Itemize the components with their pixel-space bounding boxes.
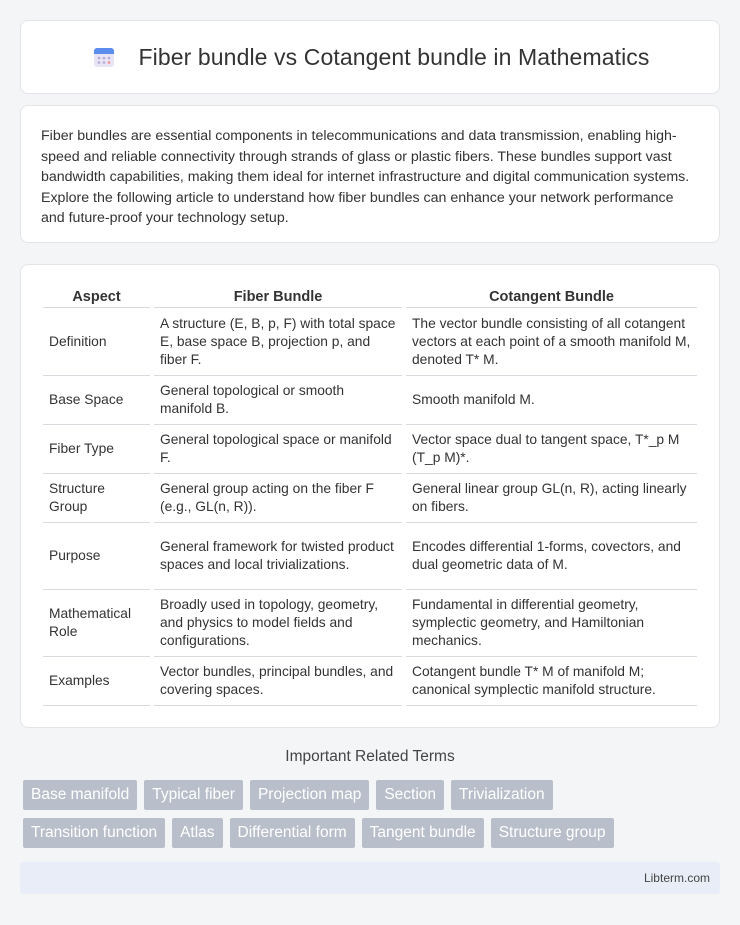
cell-fiber-bundle: A structure (E, B, p, F) with total space E, base space B, projection p, and fiber F. [154, 308, 402, 376]
cell-aspect: Structure Group [43, 474, 150, 523]
cell-aspect: Purpose [43, 523, 150, 590]
table-row [43, 308, 697, 376]
related-terms-list [23, 780, 723, 856]
cell-fiber-bundle: General topological or smooth manifold B. [154, 376, 402, 425]
page-title: Fiber bundle vs Cotangent bundle in Mathematics [138, 43, 650, 70]
table-row [43, 474, 697, 523]
cell-cotangent-bundle: Smooth manifold M. [406, 376, 697, 425]
intro-text: Fiber bundles are essential components in telecommunications and data transmission, enabling high-speed and reliable connectivity through strands of glass or plastic fibers. These bundles support vast bandwidth capabilities, making them ideal for internet infrastructure and digital communication systems. Explore the following article to understand how fiber bundles can enhance your network performance and future-proof your technology setup. [41, 128, 690, 226]
cell-fiber-bundle: Vector bundles, principal bundles, and covering spaces. [154, 657, 402, 706]
table-row [43, 657, 697, 706]
comparison-table [39, 285, 701, 706]
cell-cotangent-bundle: General linear group GL(n, R), acting linearly on fibers. [406, 474, 697, 523]
cell-cotangent-bundle: Cotangent bundle T* M of manifold M; canonical symplectic manifold structure. [406, 657, 697, 706]
tag-base-manifold[interactable]: Base manifold [23, 780, 137, 810]
cell-aspect: Mathematical Role [43, 590, 150, 657]
cell-aspect: Definition [43, 308, 150, 376]
tag-transition-function[interactable]: Transition function [23, 818, 165, 848]
calendar-icon [91, 44, 117, 70]
cell-fiber-bundle: General topological space or manifold F. [154, 425, 402, 474]
column-header-aspect: Aspect [43, 285, 150, 308]
cell-fiber-bundle: General group acting on the fiber F (e.g., GL(n, R)). [154, 474, 402, 523]
column-header-fiber-bundle: Fiber Bundle [154, 285, 402, 308]
table-row [43, 523, 697, 590]
table-row [43, 590, 697, 657]
header-card [20, 20, 720, 94]
tag-structure-group[interactable]: Structure group [491, 818, 614, 848]
cell-cotangent-bundle: Fundamental in differential geometry, symplectic geometry, and Hamiltonian mechanics. [406, 590, 697, 657]
cell-fiber-bundle: Broadly used in topology, geometry, and physics to model fields and configurations. [154, 590, 402, 657]
cell-aspect: Fiber Type [43, 425, 150, 474]
table-row [43, 425, 697, 474]
tag-section[interactable]: Section [376, 780, 444, 810]
tag-row [23, 780, 723, 810]
intro-card [20, 105, 720, 243]
cell-cotangent-bundle: Vector space dual to tangent space, T*_p M (T_p M)*. [406, 425, 697, 474]
column-header-cotangent-bundle: Cotangent Bundle [406, 285, 697, 308]
table-row [43, 376, 697, 425]
cell-cotangent-bundle: The vector bundle consisting of all cotangent vectors at each point of a smooth manifold M, denoted T* M. [406, 308, 697, 376]
cell-aspect: Examples [43, 657, 150, 706]
footer [20, 862, 720, 894]
tag-atlas[interactable]: Atlas [172, 818, 222, 848]
cell-fiber-bundle: General framework for twisted product spaces and local trivializations. [154, 523, 402, 590]
footer-site-link[interactable]: Libterm.com [643, 871, 710, 885]
tag-trivialization[interactable]: Trivialization [451, 780, 553, 810]
related-terms-title: Important Related Terms [285, 748, 455, 765]
cell-cotangent-bundle: Encodes differential 1-forms, covectors, and dual geometric data of M. [406, 523, 697, 590]
table-header-row [43, 285, 697, 308]
tag-row [23, 818, 723, 848]
tag-typical-fiber[interactable]: Typical fiber [144, 780, 243, 810]
cell-aspect: Base Space [43, 376, 150, 425]
tag-projection-map[interactable]: Projection map [250, 780, 369, 810]
tag-tangent-bundle[interactable]: Tangent bundle [362, 818, 484, 848]
tag-differential-form[interactable]: Differential form [230, 818, 355, 848]
comparison-table-card [20, 264, 720, 728]
